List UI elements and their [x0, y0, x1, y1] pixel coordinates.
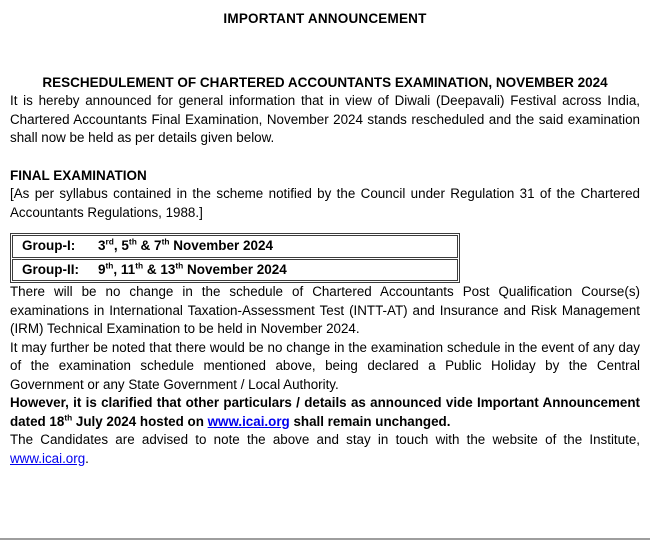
- ordinal-suffix: th: [105, 260, 114, 270]
- final-examination-heading: FINAL EXAMINATION: [10, 167, 147, 183]
- group2-label: Group-II:: [22, 261, 79, 277]
- closing-paragraph: The Candidates are advised to note the above and stay in touch with the website of the Institute, www.icai.org.: [10, 432, 640, 466]
- ordinal-suffix: rd: [105, 236, 114, 247]
- ordinal-suffix: th: [161, 236, 170, 247]
- group2-dates: 9th, 11th & 13th November 2024: [98, 260, 287, 277]
- ordinal-suffix: th: [128, 236, 137, 247]
- group1-dates: 3rd, 5th & 7th November 2024: [98, 236, 274, 253]
- group1-label: Group-I:: [22, 238, 76, 253]
- schedule-row-group2: [12, 259, 458, 282]
- icai-website-link[interactable]: www.icai.org: [207, 413, 290, 429]
- ordinal-suffix: th: [135, 260, 144, 270]
- pqc-paragraph: There will be no change in the schedule of Chartered Accountants Post Qualification Course(s) examinations in International Taxation-Assessment Test (INTT-AT) and Insurance and Risk Management (IRM) Technical Examination to be held in November 2024.: [10, 284, 640, 336]
- holiday-paragraph: It may further be noted that there would be no change in the examination schedule in the event of any day of the examination schedule mentioned above, being declared a Public Holiday by the Central Government or any State Government / Local Authority.: [10, 339, 640, 392]
- syllabus-note: [As per syllabus contained in the scheme notified by the Council under Regulation 31 of the Chartered Accountants Regulations, 1988.]: [10, 186, 640, 220]
- exam-schedule-table: [10, 233, 460, 283]
- clarification-paragraph: However, it is clarified that other particulars / details as announced vide Important Announcement dated 18th July 2024 hosted on www.icai.org shall remain unchanged.: [10, 395, 640, 429]
- intro-paragraph: It is hereby announced for general information that in view of Diwali (Deepavali) Festival across India, Chartered Accountants Final Examination, November 2024 stands rescheduled and the said examination shall now be held as per details given below.: [10, 93, 640, 145]
- ordinal-suffix: th: [64, 412, 73, 423]
- document-title: IMPORTANT ANNOUNCEMENT: [223, 11, 427, 26]
- ordinal-suffix: th: [175, 260, 184, 270]
- schedule-row-group1: [12, 235, 458, 258]
- schedule-cell-group2: [12, 259, 458, 282]
- icai-website-link[interactable]: www.icai.org: [10, 450, 86, 466]
- schedule-cell-group1: [12, 235, 458, 258]
- document-subtitle: RESCHEDULEMENT OF CHARTERED ACCOUNTANTS EXAMINATION, NOVEMBER 2024: [42, 74, 608, 90]
